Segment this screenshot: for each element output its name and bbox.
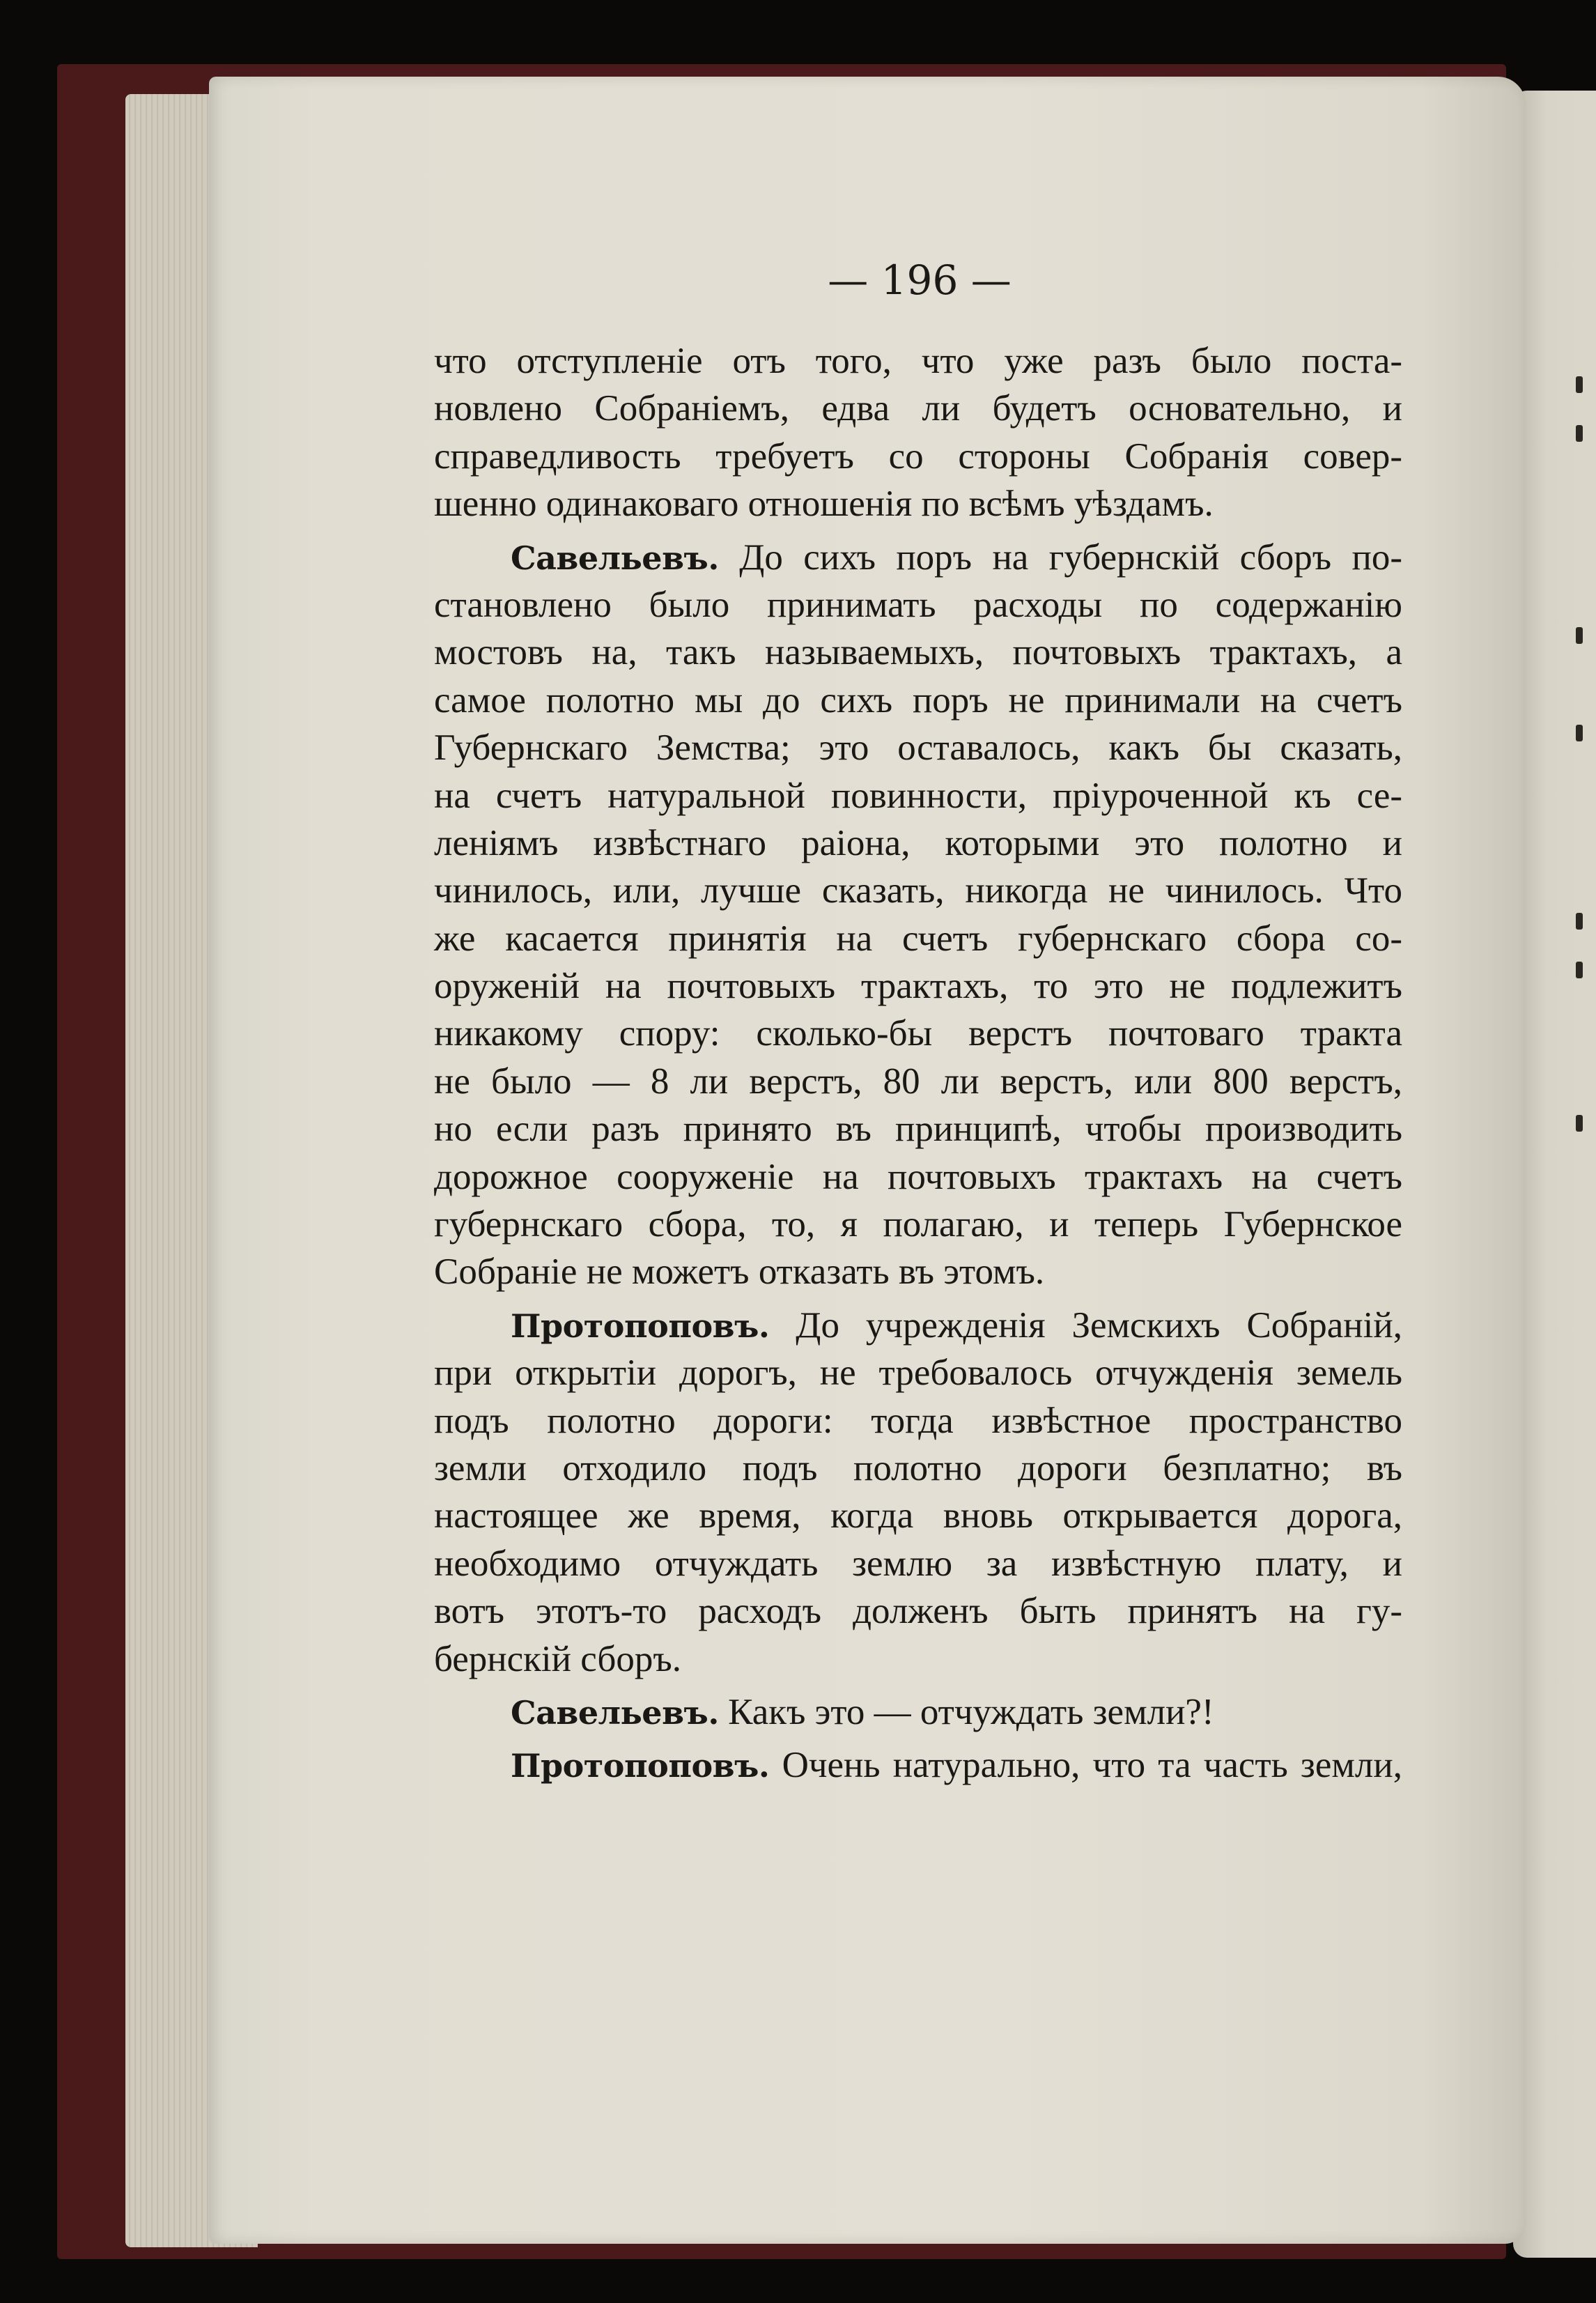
text-line: становлено было принимать расходы по содержанію — [434, 584, 1402, 625]
text-line: леніямъ извѣстнаго раіона, которыми это полотно и — [434, 822, 1402, 863]
text-line — [434, 1741, 1402, 1789]
paragraph — [434, 337, 1402, 528]
text-line: но если разъ принято въ принципѣ, чтобы производить — [434, 1109, 1402, 1150]
text-fragment: Какъ это — отчуждать земли?! — [718, 1691, 1214, 1732]
text-line: самое полотно мы до сихъ поръ не принимали на счетъ — [434, 679, 1402, 721]
text-line: вотъ этотъ-то расходъ долженъ быть принятъ на гу- — [434, 1591, 1402, 1632]
paragraph — [434, 1741, 1402, 1789]
text-line: Собраніе не можетъ отказать въ этомъ. — [434, 1251, 1045, 1293]
text-line: при открытіи дорогъ, не требовалось отчужденія земель — [434, 1353, 1402, 1394]
text-line — [434, 534, 1402, 581]
next-page-glyph — [1576, 425, 1583, 442]
text-line: справедливость требуетъ со стороны Собранія совер- — [434, 436, 1402, 477]
text-line: земли отходило подъ полотно дороги безплатно; въ — [434, 1447, 1402, 1488]
speaker-name: Савельевъ. — [511, 1693, 719, 1732]
text-line — [434, 1302, 1402, 1349]
text-line: Губернскаго Земства; это оставалось, какъ бы сказать, — [434, 727, 1402, 769]
text-line: подъ полотно дороги: тогда извѣстное пространство — [434, 1400, 1402, 1441]
text-line: бернскій сборъ. — [434, 1638, 682, 1679]
next-page-glyph — [1576, 1115, 1583, 1132]
paragraph — [434, 1688, 1402, 1736]
text-line: что отступленіе отъ того, что уже разъ было поста- — [434, 341, 1402, 381]
text-line: же касается принятія на счетъ губернскаго сбора со- — [434, 918, 1402, 959]
text-line: необходимо отчуждать землю за извѣстную плату, и — [434, 1543, 1402, 1584]
text-fragment: До сихъ поръ на губернскій сборъ по- — [718, 537, 1402, 578]
text-line: оруженій на почтовыхъ трактахъ, то это не подлежитъ — [434, 966, 1402, 1007]
speaker-name: Протопоповъ. — [511, 1307, 770, 1345]
page-body — [434, 337, 1402, 1789]
next-page-glyph — [1576, 962, 1583, 978]
speaker-name: Савельевъ. — [511, 539, 719, 577]
next-page-glyph — [1576, 725, 1583, 741]
text-line: губернскаго сбора, то, я полагаю, и теперь Губернское — [434, 1204, 1402, 1245]
text-fragment: Очень натурально, что та часть земли, — [769, 1745, 1402, 1786]
text-line: не было — 8 ли верстъ, 80 ли верстъ, или 800 верстъ, — [434, 1061, 1402, 1102]
page-number: — 196 — — [828, 256, 1012, 304]
next-page-glyph — [1576, 376, 1583, 393]
text-line: новлено Собраніемъ, едва ли будетъ основательно, и — [434, 388, 1402, 429]
text-line: мостовъ на, такъ называемыхъ, почтовыхъ трактахъ, а — [434, 632, 1402, 673]
next-page-glyph — [1576, 913, 1583, 930]
text-line: чинилось, или, лучше сказать, никогда не чинилось. Что — [434, 870, 1402, 911]
paragraph — [434, 1302, 1402, 1683]
text-fragment: До учрежденія Земскихъ Собраній, — [769, 1304, 1402, 1346]
text-line: шенно одинаковаго отношенія по всѣмъ уѣздамъ. — [434, 484, 1214, 525]
text-line: на счетъ натуральной повинности, пріуроченной къ се- — [434, 775, 1402, 816]
text-line: никакому спору: сколько-бы верстъ почтоваго тракта — [434, 1013, 1402, 1054]
text-line — [434, 1688, 1402, 1736]
text-line: дорожное сооруженіе на почтовыхъ трактахъ на счетъ — [434, 1156, 1402, 1197]
speaker-name: Протопоповъ. — [511, 1747, 770, 1785]
paragraph — [434, 534, 1402, 1296]
next-page-glyph — [1576, 627, 1583, 644]
text-line: настоящее же время, когда вновь открывается дорога, — [434, 1495, 1402, 1536]
